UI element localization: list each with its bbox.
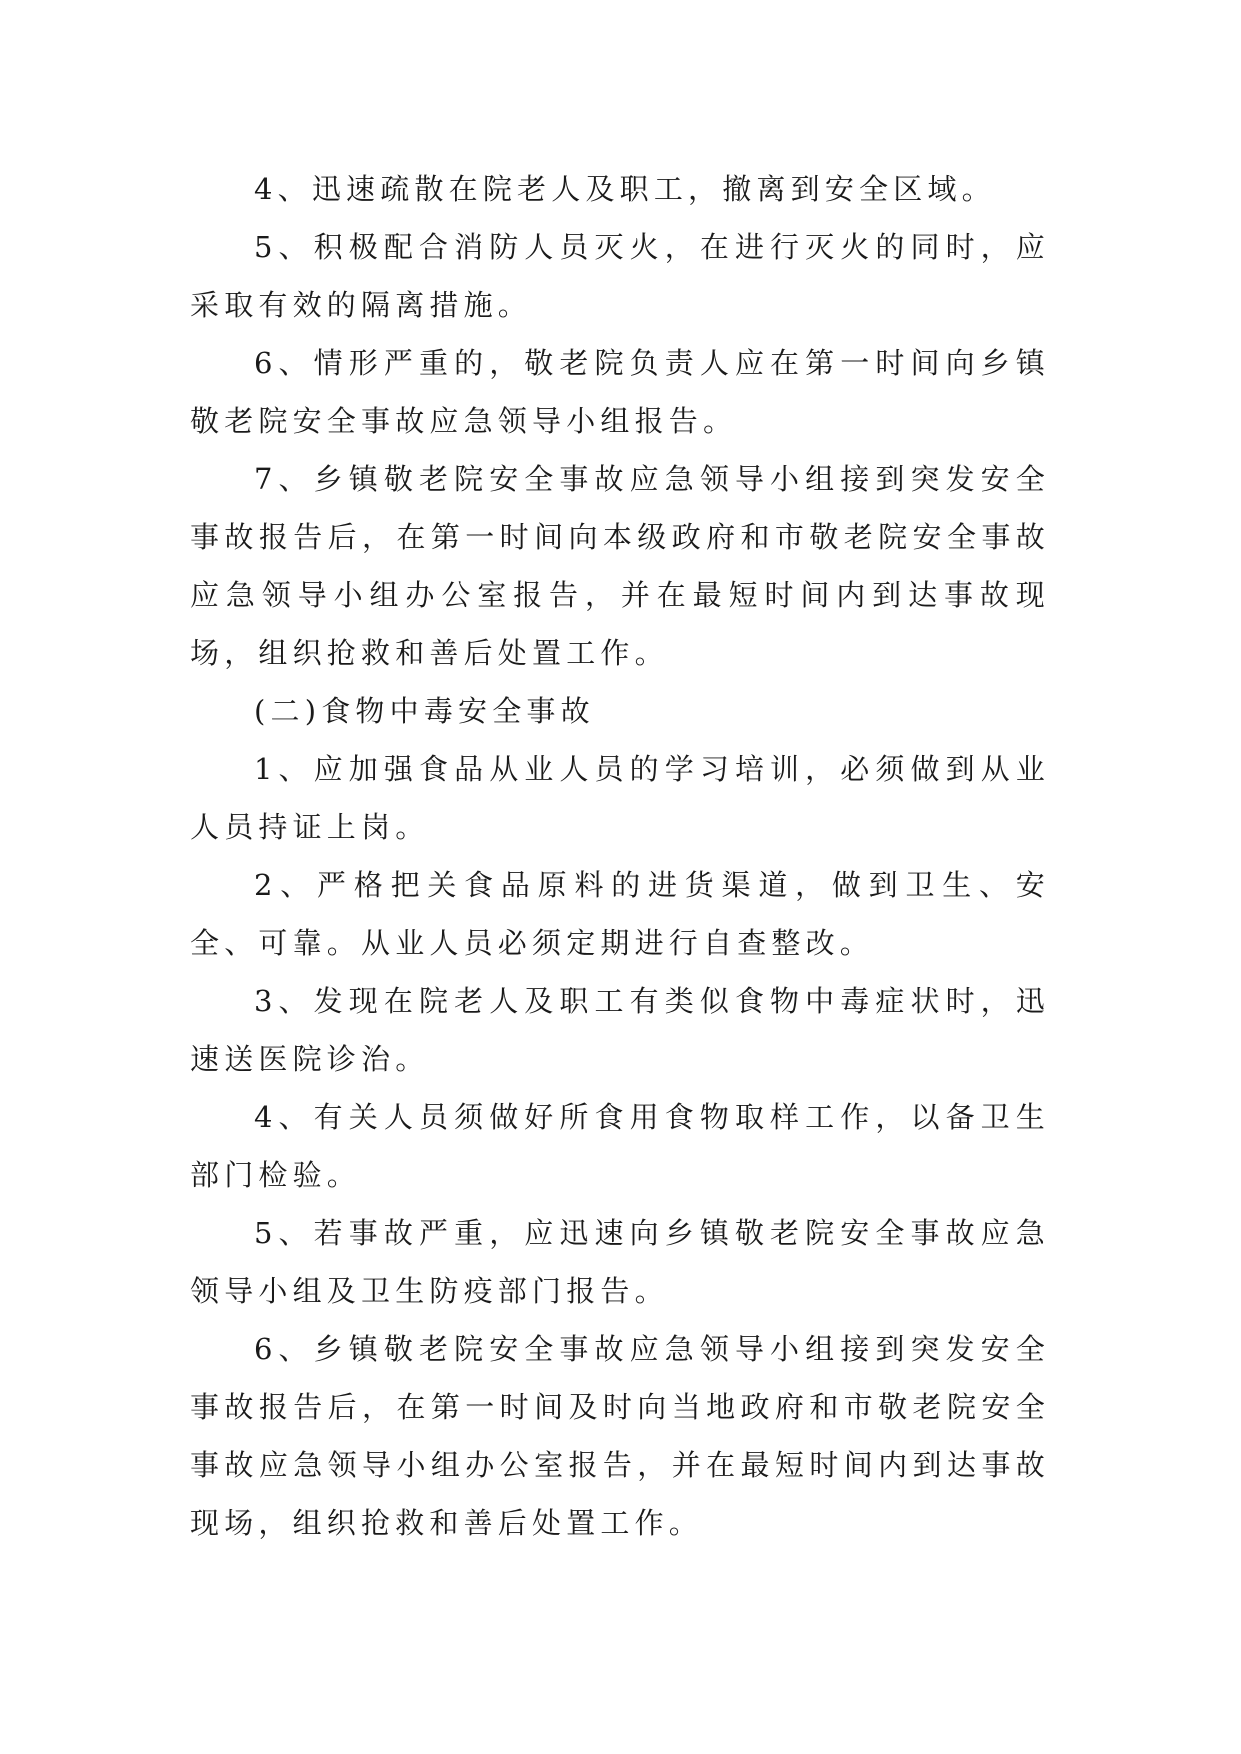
paragraph-fire-leadership: 7、乡镇敬老院安全事故应急领导小组接到突发安全事故报告后，在第一时间向本级政府和市敬老院安全事故应急领导小组办公室报告，并在最短时间内到达事故现场，组织抢救和善后处置工作。 (190, 462, 1050, 670)
paragraph-food-supply: 2、严格把关食品原料的进货渠道，做到卫生、安全、可靠。从业人员必须定期进行自查整改。 (190, 868, 1050, 960)
paragraph-fire-evacuate: 4、迅速疏散在院老人及职工，撤离到安全区域。 (254, 172, 996, 206)
paragraph-food-symptoms: 3、发现在院老人及职工有类似食物中毒症状时，迅速送医院诊治。 (190, 984, 1050, 1076)
section-heading-food-poisoning: (二)食物中毒安全事故 (254, 694, 595, 728)
paragraph-fire-cooperate: 5、积极配合消防人员灭火，在进行灭火的同时，应采取有效的隔离措施。 (190, 230, 1050, 322)
paragraph-fire-report: 6、情形严重的，敬老院负责人应在第一时间向乡镇敬老院安全事故应急领导小组报告。 (190, 346, 1050, 438)
paragraph-food-report: 5、若事故严重，应迅速向乡镇敬老院安全事故应急领导小组及卫生防疫部门报告。 (190, 1216, 1050, 1308)
paragraph-food-leadership: 6、乡镇敬老院安全事故应急领导小组接到突发安全事故报告后，在第一时间及时向当地政府和市敬老院安全事故应急领导小组办公室报告，并在最短时间内到达事故现场，组织抢救和善后处置工作。 (190, 1332, 1050, 1540)
paragraph-food-training: 1、应加强食品从业人员的学习培训，必须做到从业人员持证上岗。 (190, 752, 1050, 844)
paragraph-food-sampling: 4、有关人员须做好所食用食物取样工作，以备卫生部门检验。 (190, 1100, 1050, 1192)
document-body (190, 160, 1050, 1552)
